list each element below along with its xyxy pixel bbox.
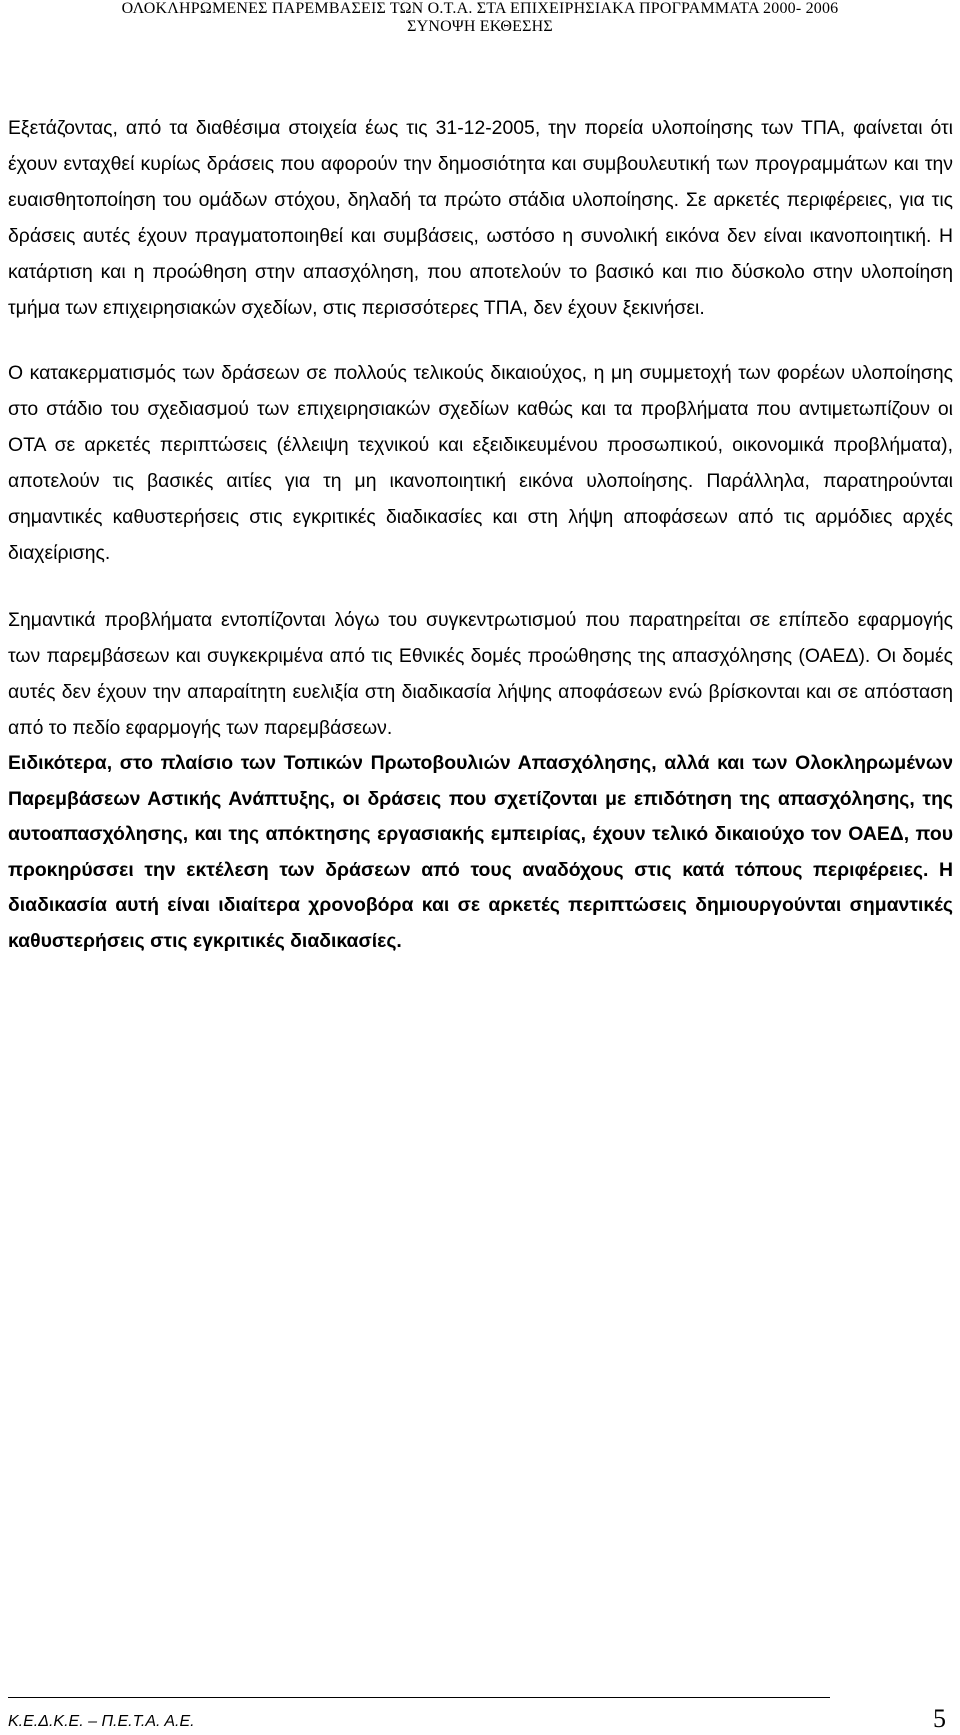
running-header bbox=[0, 0, 960, 40]
body-paragraph-4-bold: Ειδικότερα, στο πλαίσιο των Τοπικών Πρωτοβουλιών Απασχόλησης, αλλά και των Ολοκληρωμένων Παρεμβάσεων Αστικής Ανάπτυξης, οι δράσεις που σχετίζονται με επιδότηση της απασχόλησης, της αυτοαπασχόλησης, και της απόκτησης εργασιακής εμπειρίας, έχουν τελικό δικαιούχο τον ΟΑΕΔ, που προκηρύσσει την εκτέλεση των δράσεων από τους αναδόχους στις κατά τόπους περιφέρειες. Η διαδικασία αυτή είναι ιδιαίτερα χρονοβόρα και σε αρκετές περιπτώσεις δημιουργούνται σημαντικές καθυστερήσεις στις εγκριτικές διαδικασίες. bbox=[8, 752, 953, 952]
header-subtitle: ΣΥΝΟΨΗ ΕΚΘΕΣΗΣ bbox=[407, 18, 553, 35]
page-number: 5 bbox=[933, 1704, 946, 1733]
body-paragraph-3: Σημαντικά προβλήματα εντοπίζονται λόγω του συγκεντρωτισμού που παρατηρείται σε επίπεδο εφαρμογής των παρεμβάσεων και συγκεκριμένα από τις Εθνικές δομές προώθησης της απασχόλησης (ΟΑΕΔ). Οι δομές αυτές δεν έχουν την απαραίτητη ευελιξία στη διαδικασία λήψης αποφάσεων ενώ βρίσκονται και σε απόσταση από το πεδίο εφαρμογής των παρεμβάσεων. bbox=[8, 609, 953, 739]
header-title: ΟΛΟΚΛΗΡΩΜΕΝΕΣ ΠΑΡΕΜΒΑΣΕΙΣ ΤΩΝ Ο.Τ.Α. ΣΤΑ ΕΠΙΧΕΙΡΗΣΙΑΚΑ ΠΡΟΓΡΑΜΜΑΤΑ 2000- 2006 bbox=[121, 0, 839, 17]
document-body bbox=[8, 110, 953, 960]
footer-divider bbox=[8, 1697, 830, 1698]
body-paragraph-1: Εξετάζοντας, από τα διαθέσιμα στοιχεία έως τις 31-12-2005, την πορεία υλοποίησης των ΤΠΑ, φαίνεται ότι έχουν ενταχθεί κυρίως δράσεις που αφορούν την δημοσιότητα και συμβουλευτική των προγραμμάτων και την ευαισθητοποίηση του ομάδων στόχου, δηλαδή τα πρώτο στάδια υλοποίησης. Σε αρκετές περιφέρειες, για τις δράσεις αυτές έχουν πραγματοποιηθεί και συμβάσεις, ωστόσο η συνολική εικόνα δεν είναι ικανοποιητική. Η κατάρτιση και η προώθηση στην απασχόληση, που αποτελούν το βασικό και πιο δύσκολο στην υλοποίηση τμήμα των επιχειρησιακών σχεδίων, στις περισσότερες ΤΠΑ, δεν έχουν ξεκινήσει. bbox=[8, 117, 953, 319]
body-paragraph-2: Ο κατακερματισμός των δράσεων σε πολλούς τελικούς δικαιούχος, η μη συμμετοχή των φορέων υλοποίησης στο στάδιο του σχεδιασμού των επιχειρησιακών σχεδίων καθώς και τα προβλήματα που αντιμετωπίζουν οι ΟΤΑ σε αρκετές περιπτώσεις (έλλειψη τεχνικού και εξειδικευμένου προσωπικού, οικονομικά προβλήματα), αποτελούν τις βασικές αιτίες για τη μη ικανοποιητική εικόνα υλοποίησης. Παράλληλα, παρατηρούνται σημαντικές καθυστερήσεις στις εγκριτικές διαδικασίες και στη λήψη αποφάσεων από τις αρμόδιες αρχές διαχείρισης. bbox=[8, 362, 953, 564]
footer-organization: Κ.Ε.Δ.Κ.Ε. – Π.Ε.Τ.Α. Α.Ε. bbox=[8, 1713, 195, 1730]
